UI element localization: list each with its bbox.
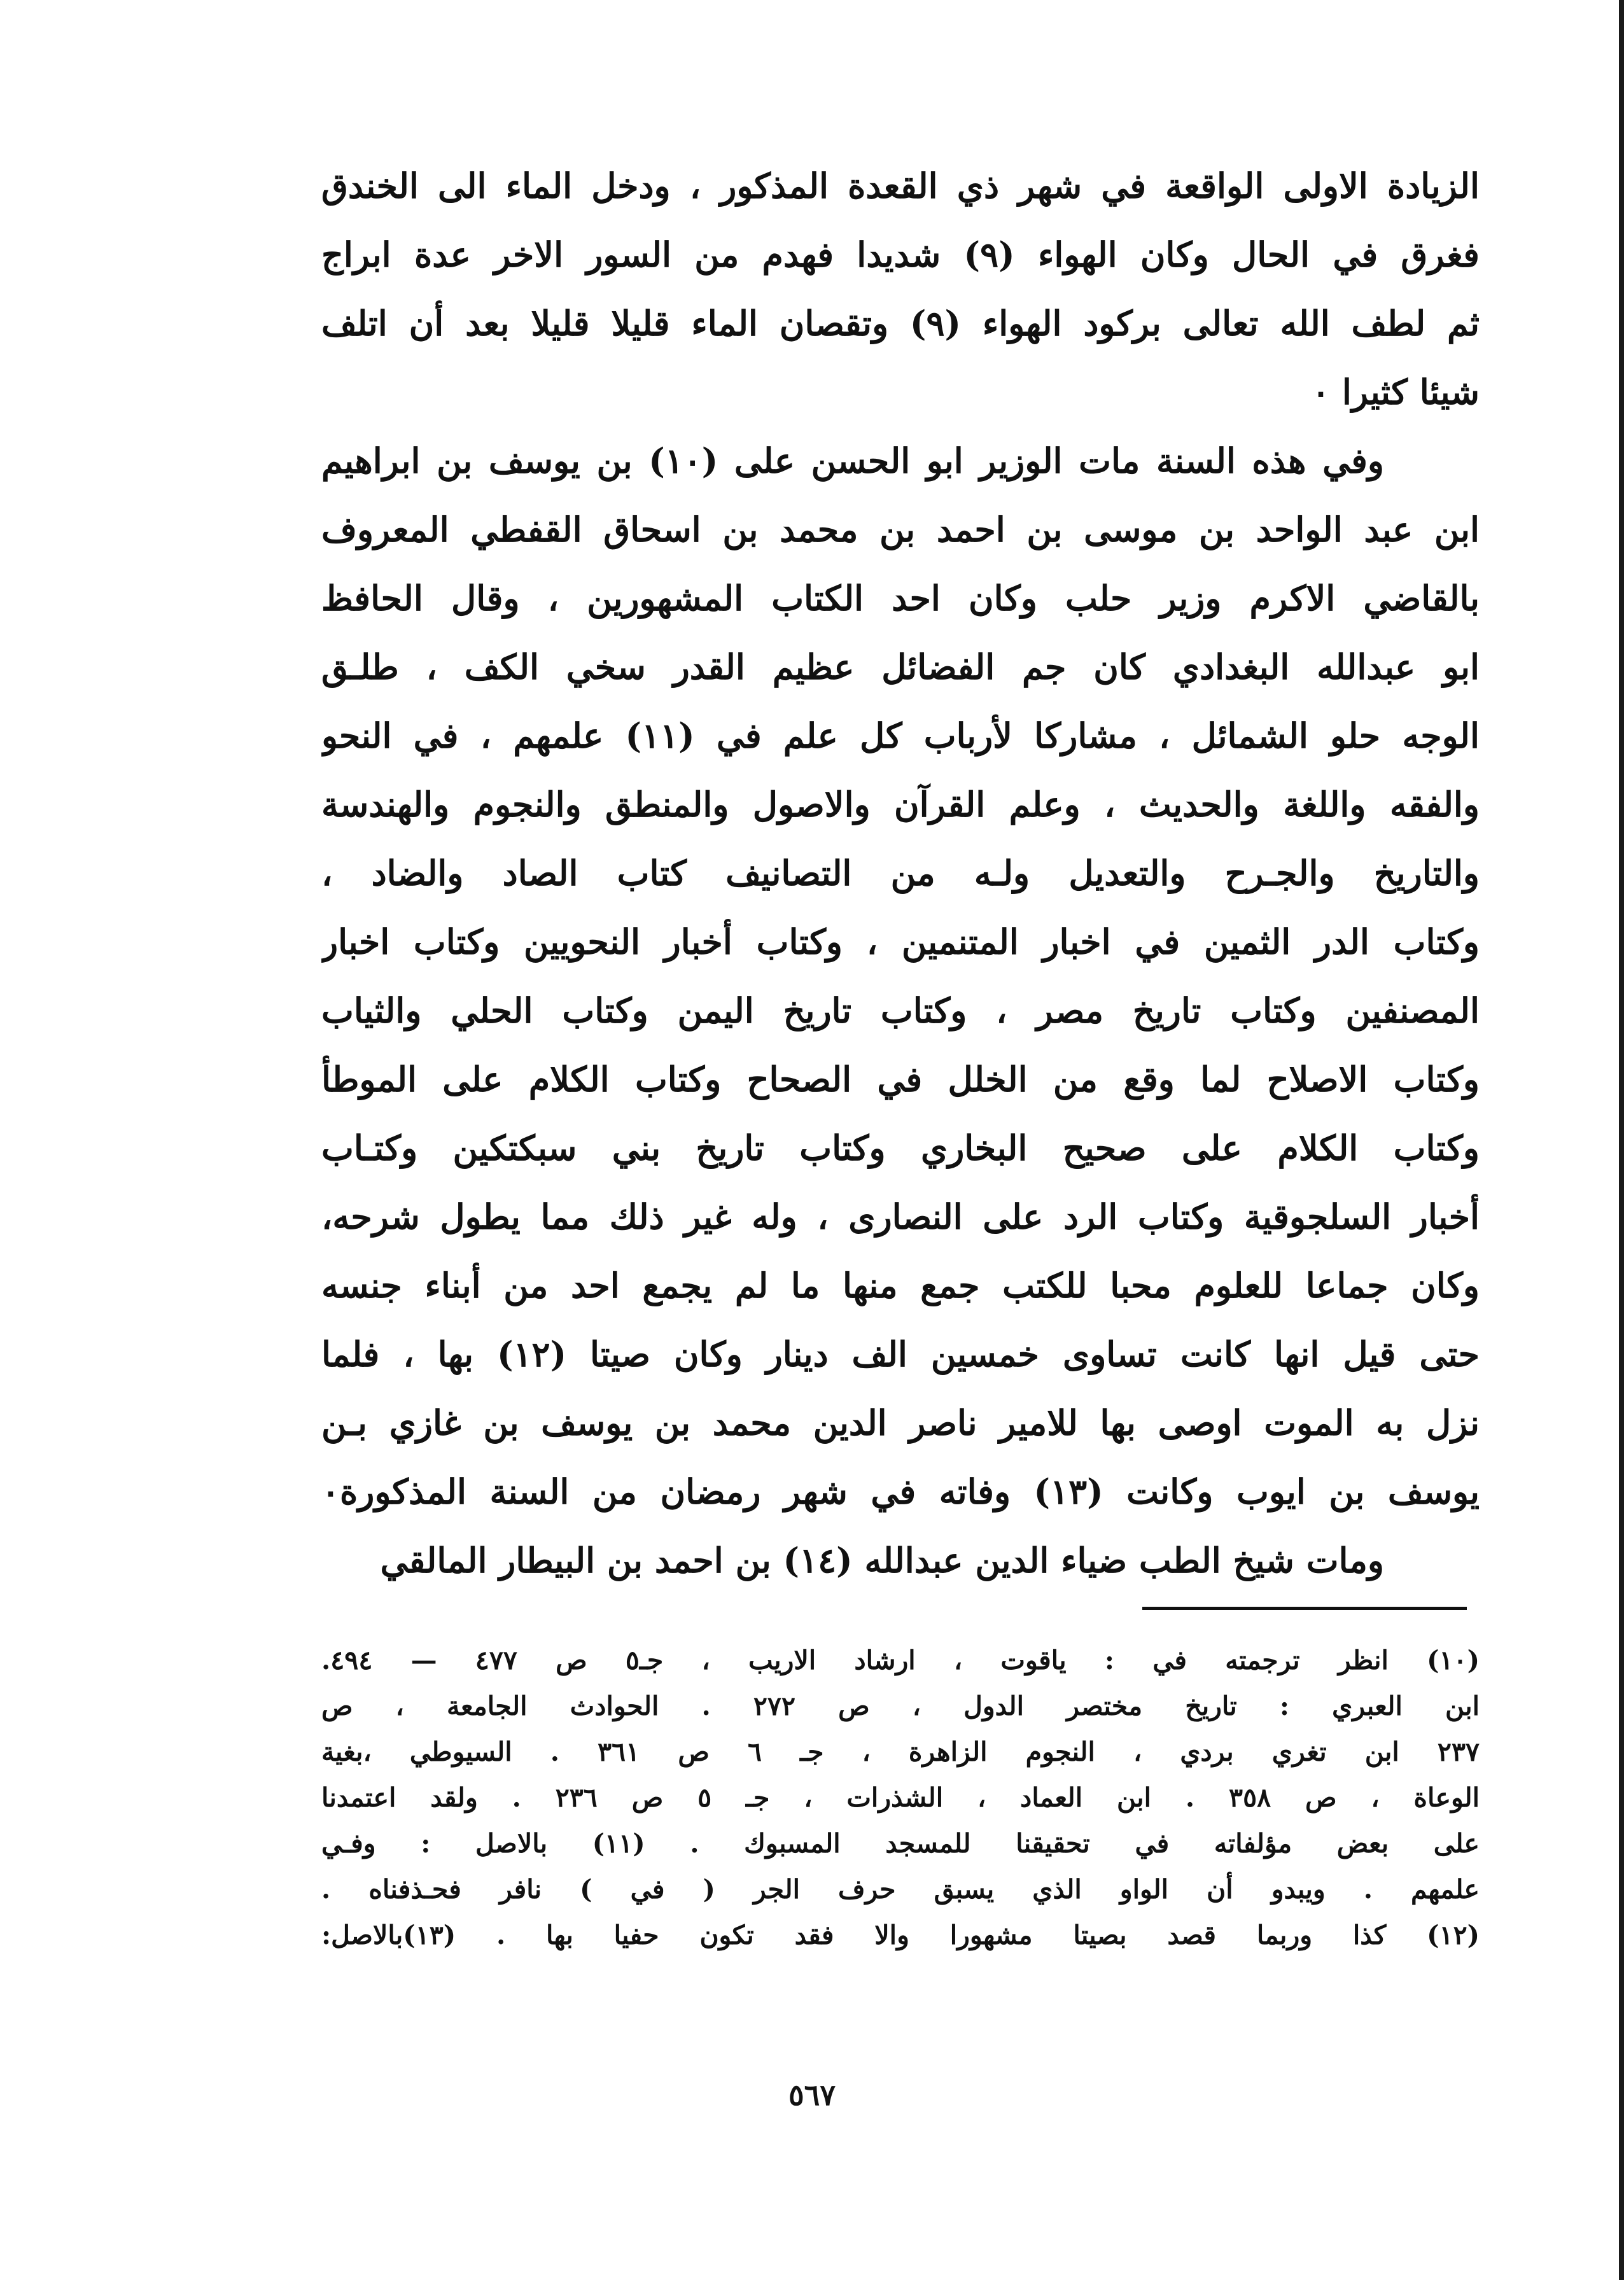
text-line: بالقاضي الاكرم وزير حلب وكان احد الكتاب المشهورين ، وقال الحافظ [321, 578, 1480, 619]
footnote-line: ٢٣٧ ابن تغري بردي ، النجوم الزاهرة ، جـ ٦ ص ٣٦١ . السيوطي ،بغية [321, 1737, 1480, 1767]
text-line: وكان جماعا للعلوم محبا للكتب جمع منها ما لم يجمع احد من أبناء جنسه [321, 1265, 1480, 1306]
text-line: وكتاب الاصلاح لما وقع من الخلل في الصحاح وكتاب الكلام على الموطأ [321, 1059, 1480, 1100]
text-line: حتى قيل انها كانت تساوى خمسين الف دينار وكان صيتا (١٢) بها ، فلما [321, 1334, 1480, 1374]
text-line: الوجه حلو الشمائل ، مشاركا لأرباب كل علم في (١١) علمهم ، في النحو [321, 715, 1480, 756]
page-number: ٥٦٧ [788, 2078, 836, 2112]
text-line: فغرق في الحال وكان الهواء (٩) شديدا فهدم من السور الاخر عدة ابراج [321, 234, 1480, 275]
text-line: الزيادة الاولى الواقعة في شهر ذي القعدة المذكور ، ودخل الماء الى الخندق [321, 165, 1480, 206]
text-line: المصنفين وكتاب تاريخ مصر ، وكتاب تاريخ اليمن وكتاب الحلي والثياب [321, 990, 1480, 1031]
text-line: شيئا كثيرا ٠ [1312, 372, 1480, 412]
footnote-separator-rule [1142, 1607, 1467, 1610]
page-edge-shadow [1619, 0, 1624, 2280]
footnote-line: (١٠) انظر ترجمته في : ياقوت ، ارشاد الاريب ، جـ٥ ص ٤٧٧ — ٤٩٤. [321, 1645, 1480, 1675]
main-text [321, 151, 1480, 1595]
footnote-line: ابن العبري : تاريخ مختصر الدول ، ص ٢٧٢ . الحوادث الجامعة ، ص [321, 1691, 1480, 1721]
text-line: ابن عبد الواحد بن موسى بن احمد بن محمد بن اسحاق القفطي المعروف [321, 509, 1480, 550]
text-line: نزل به الموت اوصى بها للامير ناصر الدين محمد بن يوسف بن غازي بـن [321, 1402, 1480, 1443]
text-line: وكتاب الكلام على صحيح البخاري وكتاب تاريخ بني سبكتكين وكتـاب [321, 1128, 1480, 1168]
text-line: ابو عبدالله البغدادي كان جم الفضائل عظيم القدر سخي الكف ، طلـق [321, 647, 1480, 687]
footnote-line: على بعض مؤلفاته في تحقيقنا للمسجد المسبوك . (١١) بالاصل : وفـي [321, 1828, 1480, 1859]
text-line: وفي هذه السنة مات الوزير ابو الحسن على (١٠) بن يوسف بن ابراهيم [321, 440, 1384, 481]
text-line: ثم لطف الله تعالى بركود الهواء (٩) وتقصان الماء قليلا قليلا بعد أن اتلف [321, 303, 1480, 344]
text-line: والتاريخ والجـرح والتعديل ولـه من التصانيف كتاب الصاد والضاد ، [321, 853, 1480, 893]
text-line: والفقه واللغة والحديث ، وعلم القرآن والاصول والمنطق والنجوم والهندسة [321, 784, 1480, 825]
footnote-line: علمهم . ويبدو أن الواو الذي يسبق حرف الجر ( في ) نافر فحـذفناه . [321, 1874, 1480, 1905]
footnote-line: الوعاة ، ص ٣٥٨ . ابن العماد ، الشذرات ، جـ ٥ ص ٢٣٦ . ولقد اعتمدنا [321, 1782, 1480, 1813]
text-line: أخبار السلجوقية وكتاب الرد على النصارى ، وله غير ذلك مما يطول شرحه، [321, 1196, 1480, 1237]
text-line: وكتاب الدر الثمين في اخبار المتنمين ، وكتاب أخبار النحويين وكتاب اخبار [321, 921, 1480, 962]
text-line: يوسف بن ايوب وكانت (١٣) وفاته في شهر رمضان من السنة المذكورة٠ [321, 1471, 1480, 1512]
text-line: ومات شيخ الطب ضياء الدين عبدالله (١٤) بن احمد بن البيطار المالقي [380, 1540, 1384, 1581]
footnotes [321, 1637, 1480, 1958]
footnote-line: (١٢) كذا وربما قصد بصيتا مشهورا والا فقد تكون حفيا بها . (١٣)بالاصل: [321, 1920, 1480, 1950]
